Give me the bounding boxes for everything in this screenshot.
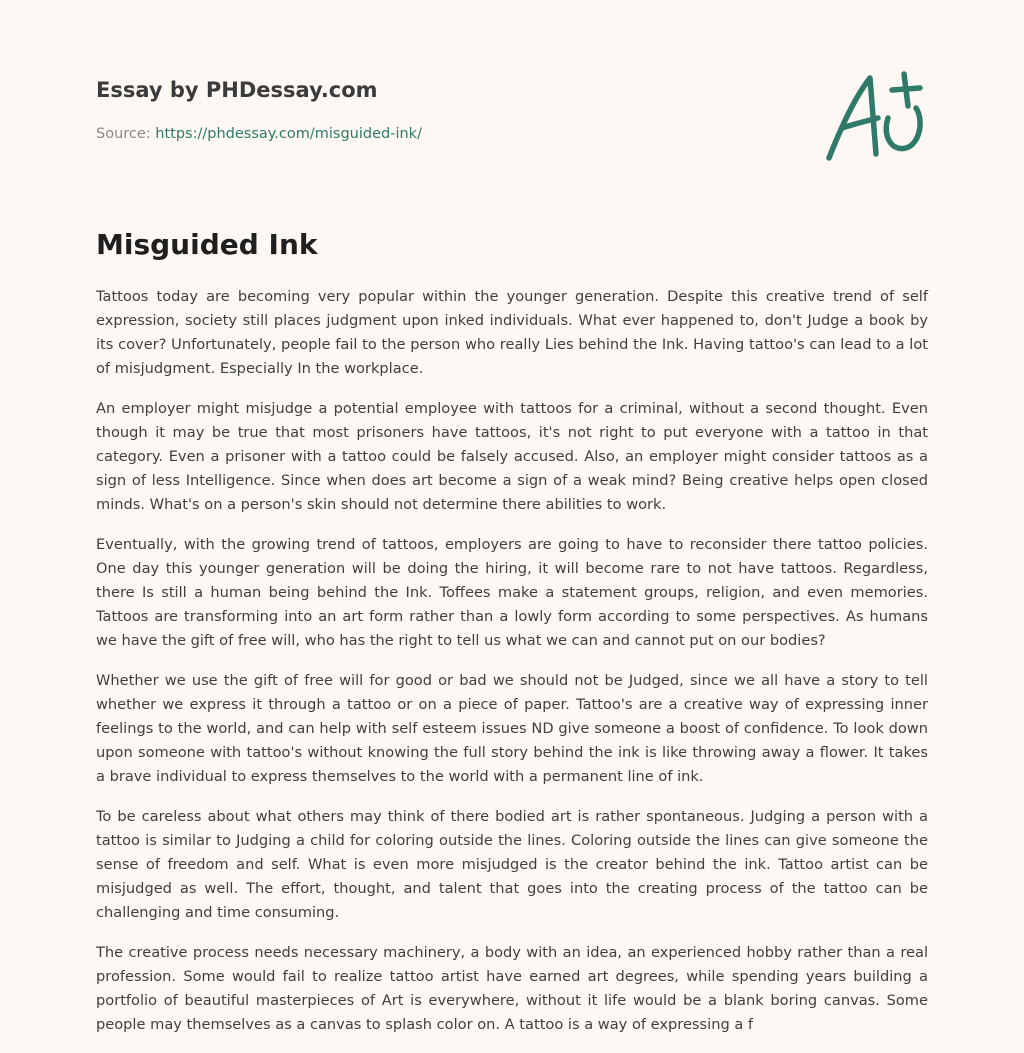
essay-paragraph: Eventually, with the growing trend of tattoos, employers are going to have to reconsider there tattoo policies. One day this younger generation will be doing the hiring, it will become rare to not have tattoos. Regardless, there Is still a human being behind the Ink. Toffees make a statement groups, religion, and even memories. Tattoos are transforming into an art form rather than a lowly form according to some perspectives. As humans we have the gift of free will, who has the right to tell us what we can and cannot put on our bodies?	[96, 536, 928, 649]
essay-paragraph: To be careless about what others may think of there bodied art is rather spontaneous. Judging a person with a tattoo is similar to Judging a child for coloring outside the lines. Coloring outside the lines can give someone the sense of freedom and self. What is even more misjudged is the creator behind the ink. Tattoo artist can be misjudged as well. The effort, thought, and talent that goes into the creating process of the tattoo can be challenging and time consuming.	[96, 808, 928, 921]
essay-body	[96, 285, 928, 1053]
source-line	[96, 124, 422, 144]
essay-title: Misguided Ink	[96, 228, 318, 261]
site-title: Essay by PHDessay.com	[96, 78, 378, 102]
essay-paragraph: The creative process needs necessary machinery, a body with an idea, an experienced hobby rather than a real profession. Some would fail to realize tattoo artist have earned art degrees, while spending years building a portfolio of beautiful masterpieces of Art is everywhere, without it life would be a blank boring canvas. Some people may themselves as a canvas to splash color on. A tattoo is a way of expressing a f	[96, 944, 928, 1033]
a-plus-grade-icon	[822, 68, 930, 164]
source-link[interactable]: https://phdessay.com/misguided-ink/	[155, 126, 422, 142]
essay-paragraph: Whether we use the gift of free will for good or bad we should not be Judged, since we all have a story to tell whether we express it through a tattoo or on a piece of paper. Tattoo's are a creative way of expressing inner feelings to the world, and can help with self esteem issues ND give someone a boost of confidence. To look down upon someone with tattoo's without knowing the full story behind the ink is like throwing away a flower. It takes a brave individual to express themselves to the world with a permanent line of ink.	[96, 672, 928, 785]
source-label: Source:	[96, 126, 156, 142]
essay-paragraph: Tattoos today are becoming very popular within the younger generation. Despite this creative trend of self expression, society still places judgment upon inked individuals. What ever happened to, don't Judge a book by its cover? Unfortunately, people fail to the person who really Lies behind the Ink. Having tattoo's can lead to a lot of misjudgment. Especially In the workplace.	[96, 288, 928, 377]
essay-paragraph: An employer might misjudge a potential employee with tattoos for a criminal, without a second thought. Even though it may be true that most prisoners have tattoos, it's not right to put everyone with a tattoo in that category. Even a prisoner with a tattoo could be falsely accused. Also, an employer might consider tattoos as a sign of less Intelligence. Since when does art become a sign of a weak mind? Being creative helps open closed minds. What's on a person's skin should not determine there abilities to work.	[96, 400, 928, 513]
